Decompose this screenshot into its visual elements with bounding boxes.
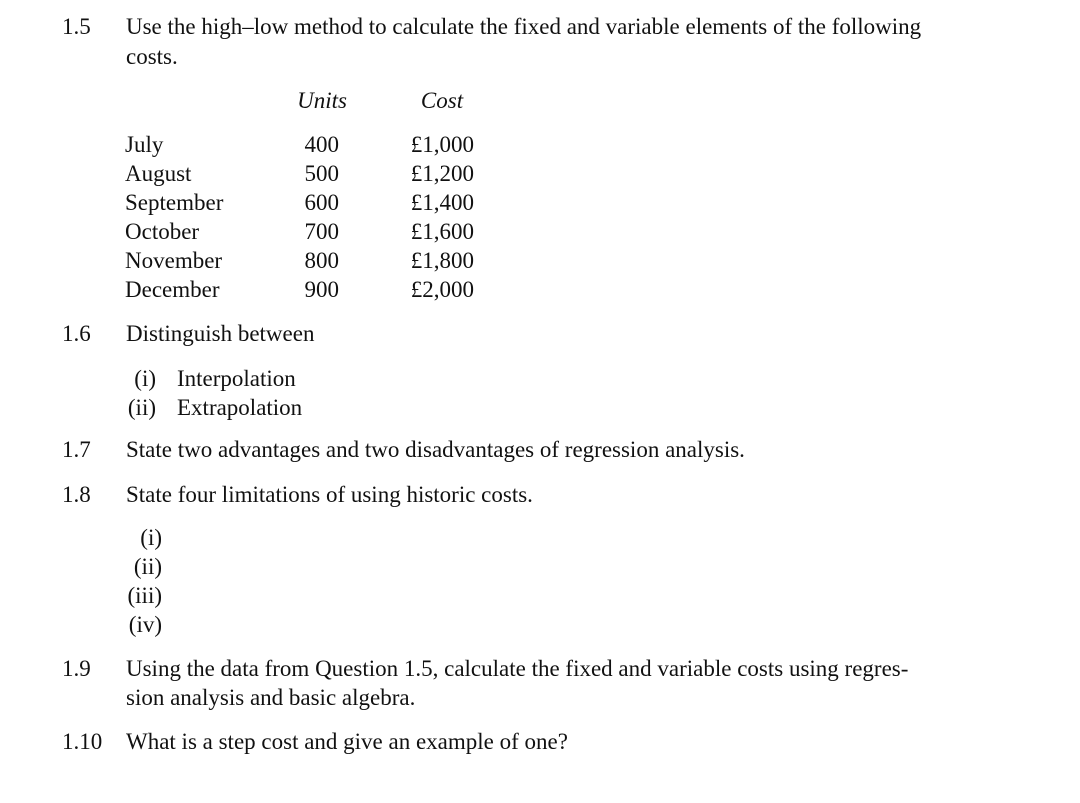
question-1-5-text-line2: costs. (126, 44, 178, 69)
table-row-month: November (125, 248, 223, 273)
list-item-label: (iv) (128, 612, 162, 637)
list-item-label: (ii) (133, 554, 162, 579)
table-row-month: December (125, 277, 220, 302)
table-row-month: October (125, 219, 200, 244)
question-1-5-text-line1: Use the high–low method to calculate the fixed and variable elements of the following (126, 14, 922, 39)
question-number-1-7: 1.7 (62, 437, 91, 462)
table-row-cost: £1,600 (410, 219, 474, 244)
table-row-cost: £2,000 (410, 277, 474, 302)
question-number-1-9: 1.9 (62, 656, 91, 681)
units-column-header: Units (297, 88, 347, 113)
question-1-8-text: State four limitations of using historic costs. (126, 482, 533, 507)
question-number-1-6: 1.6 (62, 321, 91, 346)
question-1-10-text: What is a step cost and give an example of one? (126, 729, 568, 754)
list-item-label: (i) (134, 366, 156, 391)
table-row-units: 500 (304, 161, 339, 186)
list-item-label: (iii) (127, 583, 162, 608)
question-1-9-text-line1: Using the data from Question 1.5, calculate the fixed and variable costs using regres- (126, 656, 909, 681)
question-number-1-5: 1.5 (62, 14, 91, 39)
list-item-text: Interpolation (177, 366, 296, 391)
cost-column-header: Cost (420, 88, 464, 113)
question-1-7-text: State two advantages and two disadvantages of regression analysis. (126, 437, 745, 462)
table-row-month: August (125, 161, 192, 186)
question-1-6-text: Distinguish between (126, 321, 315, 346)
table-row-cost: £1,800 (410, 248, 474, 273)
list-item-text: Extrapolation (177, 395, 303, 420)
table-row-units: 900 (304, 277, 339, 302)
table-row-units: 600 (304, 190, 339, 215)
question-number-1-8: 1.8 (62, 482, 91, 507)
table-row-month: September (125, 190, 224, 215)
table-row-cost: £1,400 (410, 190, 474, 215)
table-row-cost: £1,000 (410, 132, 474, 157)
table-row-units: 700 (304, 219, 339, 244)
table-row-cost: £1,200 (410, 161, 474, 186)
table-row-month: July (125, 132, 164, 157)
table-row-units: 800 (304, 248, 339, 273)
question-1-9-text-line2: sion analysis and basic algebra. (126, 685, 416, 710)
question-number-1-10: 1.10 (62, 729, 103, 754)
table-row-units: 400 (304, 132, 339, 157)
list-item-label: (ii) (127, 395, 156, 420)
list-item-label: (i) (140, 525, 162, 550)
